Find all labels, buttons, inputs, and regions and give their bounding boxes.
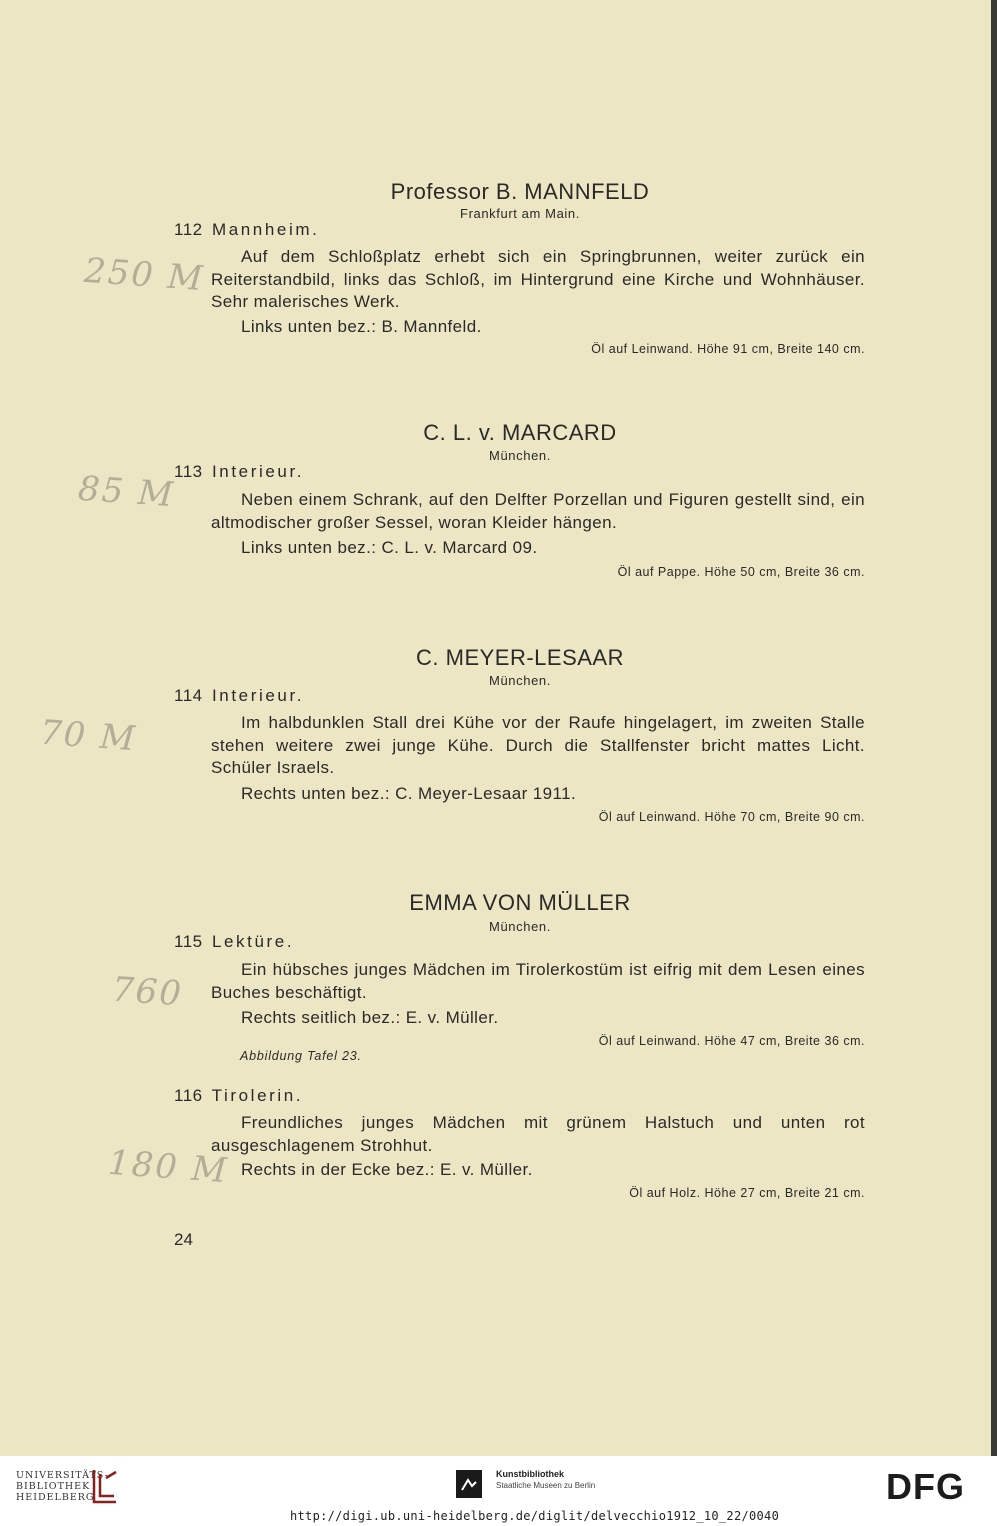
page-number: 24: [174, 1230, 193, 1249]
artist-name: EMMA VON MÜLLER: [409, 890, 631, 915]
lot-number: 113: [174, 462, 203, 481]
lot-signature: Rechts unten bez.: C. Meyer-Lesaar 1911.: [241, 784, 577, 803]
lot-signature: Rechts seitlich bez.: E. v. Müller.: [241, 1008, 499, 1027]
lot-number: 116: [174, 1086, 203, 1105]
artist-name: Professor B. MANNFELD: [390, 179, 650, 204]
kunstbibliothek-logo-icon: [456, 1470, 482, 1498]
lot-dimensions: Öl auf Leinwand. Höhe 47 cm, Breite 36 cm.: [598, 1034, 865, 1048]
plate-reference: Abbildung Tafel 23.: [240, 1049, 362, 1063]
lot-description: Im halbdunklen Stall drei Kühe vor der Raufe hingelagert, im zweiten Stalle stehen weitere zwei junge Kühe. Durch die Stallfenster bricht mattes Licht. Schüler Israels.: [211, 713, 865, 777]
university-line: HEIDELBERG: [16, 1492, 95, 1503]
permalink-url[interactable]: http://digi.ub.uni-heidelberg.de/diglit/delvecchio1912_10_22/0040: [290, 1509, 780, 1523]
margin-price-note: 70 M: [38, 712, 139, 760]
margin-price-note: 250 M: [82, 250, 206, 300]
artist-place: München.: [489, 919, 551, 934]
digitization-footer: [0, 1456, 997, 1526]
lot-number: 114: [174, 686, 203, 705]
lot-description: Ein hübsches junges Mädchen im Tirolerkostüm ist eifrig mit dem Lesen eines Buches beschäftigt.: [211, 960, 865, 1002]
lot-title: Interieur.: [211, 686, 305, 705]
lot-dimensions: Öl auf Leinwand. Höhe 91 cm, Breite 140 cm.: [591, 342, 865, 356]
lot-title: Mannheim.: [211, 220, 320, 239]
margin-price-note: 85 M: [76, 468, 177, 516]
university-line: BIBLIOTHEK: [16, 1481, 91, 1492]
artist-place: München.: [489, 673, 551, 688]
lot-signature: Links unten bez.: C. L. v. Marcard 09.: [241, 538, 538, 557]
lot-dimensions: Öl auf Holz. Höhe 27 cm, Breite 21 cm.: [629, 1186, 865, 1200]
lot-heading: [174, 220, 319, 240]
lot-dimensions: Öl auf Leinwand. Höhe 70 cm, Breite 90 cm.: [598, 810, 865, 824]
lot-description: Auf dem Schloßplatz erhebt sich ein Springbrunnen, weiter zurück ein Reiterstandbild, links das Schloß, im Hintergrund eine Kirche und Wohnhäuser. Sehr malerisches Werk.: [211, 247, 865, 311]
university-logo-icon: [90, 1466, 120, 1506]
lot-signature: Rechts in der Ecke bez.: E. v. Müller.: [241, 1160, 533, 1179]
lot-number: 112: [174, 220, 203, 239]
lot-title: Lektüre.: [211, 932, 295, 951]
lot-title: Tirolerin.: [211, 1086, 304, 1105]
lot-heading: [174, 686, 304, 706]
artist-name: C. L. v. MARCARD: [423, 420, 617, 445]
lot-heading: [174, 932, 294, 952]
lot-description: Neben einem Schrank, auf den Delfter Porzellan und Figuren gestellt sind, ein altmodischer großer Sessel, woran Kleider hängen.: [211, 490, 865, 532]
lot-heading: [174, 1086, 303, 1106]
lot-description: Freundliches junges Mädchen mit grünem Halstuch und unten rot ausgeschlagenem Strohhut.: [211, 1113, 865, 1155]
dfg-logo: DFG: [886, 1466, 965, 1507]
lot-title: Interieur.: [211, 462, 305, 481]
page-edge: [991, 0, 997, 1456]
lot-dimensions: Öl auf Pappe. Höhe 50 cm, Breite 36 cm.: [617, 565, 865, 579]
kunstbibliothek-subtitle: Staatliche Museen zu Berlin: [496, 1481, 596, 1490]
margin-price-note: 180 M: [106, 1142, 230, 1192]
lot-number: 115: [174, 932, 203, 951]
artist-name: C. MEYER-LESAAR: [416, 645, 624, 670]
margin-price-note: 760: [110, 969, 185, 1015]
university-line: UNIVERSITÄTS-: [16, 1470, 109, 1481]
lot-signature: Links unten bez.: B. Mannfeld.: [241, 317, 482, 336]
lot-heading: [174, 462, 304, 482]
artist-place: München.: [489, 448, 551, 463]
artist-place: Frankfurt am Main.: [460, 206, 580, 221]
kunstbibliothek-title: Kunstbibliothek: [496, 1469, 564, 1479]
